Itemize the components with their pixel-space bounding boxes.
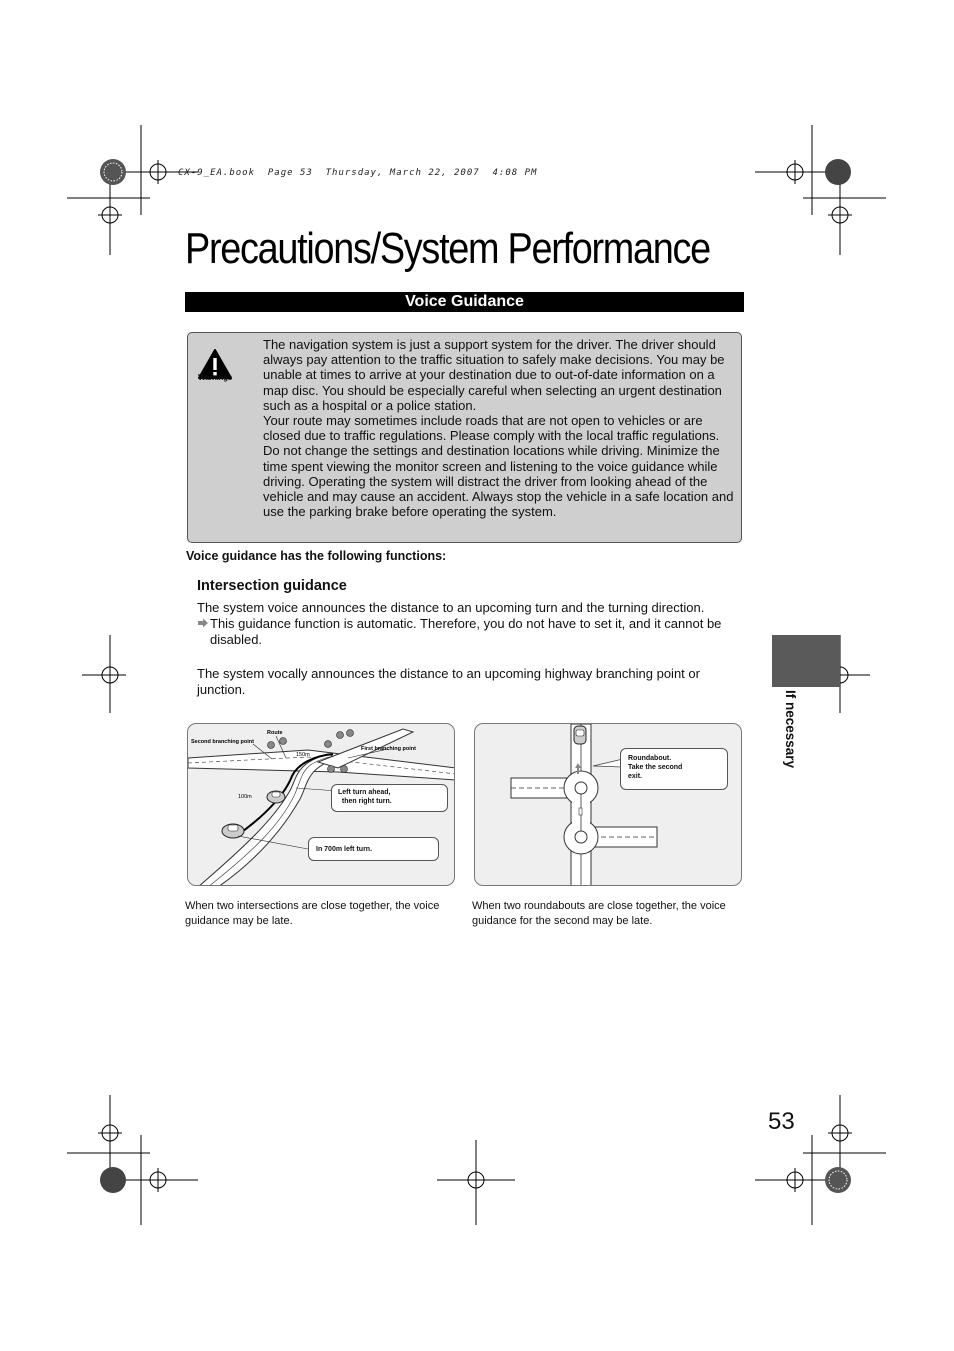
warning-paragraph: The navigation system is just a support system for the driver. The driver should always pay attention to the traffic situation to safely make decisions. You may be unable at times to arrive at your destination due to out-of-date information on a map disc. You should be especially careful when selecting an urgent destination such as a hospital or a police station.	[263, 337, 725, 413]
section-heading: Voice Guidance	[185, 292, 744, 312]
car-icon	[574, 726, 586, 744]
warning-paragraph: Do not change the settings and destination locations while driving. Minimize the time spent viewing the monitor screen and listening to the voice guidance while driving. Operating the system will distract the driver from looking ahead of the vehicle and may cause an accident. Always stop the vehicle in a safe location and use the parking brake before operating the system.	[263, 443, 734, 520]
left-turn-callout: Left turn ahead, then right turn.	[331, 784, 448, 812]
route-label: Route	[267, 730, 283, 736]
warning-paragraph: Your route may sometimes include roads that are not open to vehicles or are closed due to traffic regulations. Please comply with the local traffic regulations.	[263, 413, 720, 444]
first-branching-point-label: First branching point	[361, 746, 416, 752]
highway-branching-text: The system vocally announces the distance to an upcoming highway branching point or junction.	[197, 666, 700, 697]
arrow-right-icon	[197, 617, 209, 629]
warning-text	[263, 337, 735, 519]
side-tab	[772, 635, 840, 687]
car-icon	[267, 791, 285, 803]
automatic-note-text: This guidance function is automatic. Therefore, you do not have to set it, and it cannot be disabled.	[210, 616, 722, 647]
roundabout-callout: Roundabout. Take the second exit.	[620, 748, 728, 790]
automatic-note	[197, 616, 745, 648]
distance-150m-label: 150m	[296, 752, 310, 758]
intersection-guidance-heading: Intersection guidance	[197, 578, 347, 594]
side-tab-text: If necessary	[783, 690, 798, 769]
second-branching-point-label: Second branching point	[191, 739, 254, 745]
roundabouts-caption: When two roundabouts are close together, the voice guidance for the second may be late.	[472, 900, 726, 927]
page-number: 53	[768, 1108, 795, 1135]
side-tab-label	[772, 690, 812, 780]
warning-label: Warnings	[198, 373, 232, 382]
intersections-caption: When two intersections are close together, the voice guidance may be late.	[185, 900, 440, 927]
functions-intro: Voice guidance has the following functions:	[186, 549, 447, 563]
intersection-guidance-text: The system voice announces the distance to an upcoming turn and the turning direction.	[197, 600, 705, 615]
distance-100m-label: 100m	[238, 794, 252, 800]
roundabouts-illustration	[474, 723, 742, 886]
car-icon	[222, 824, 244, 838]
700m-left-turn-callout: In 700m left turn.	[308, 837, 439, 861]
intersections-illustration	[187, 723, 455, 886]
print-header-meta: CX-9_EA.book Page 53 Thursday, March 22, 2007 4:08 PM	[178, 168, 538, 178]
page-title: Precautions/System Performance	[185, 224, 710, 273]
